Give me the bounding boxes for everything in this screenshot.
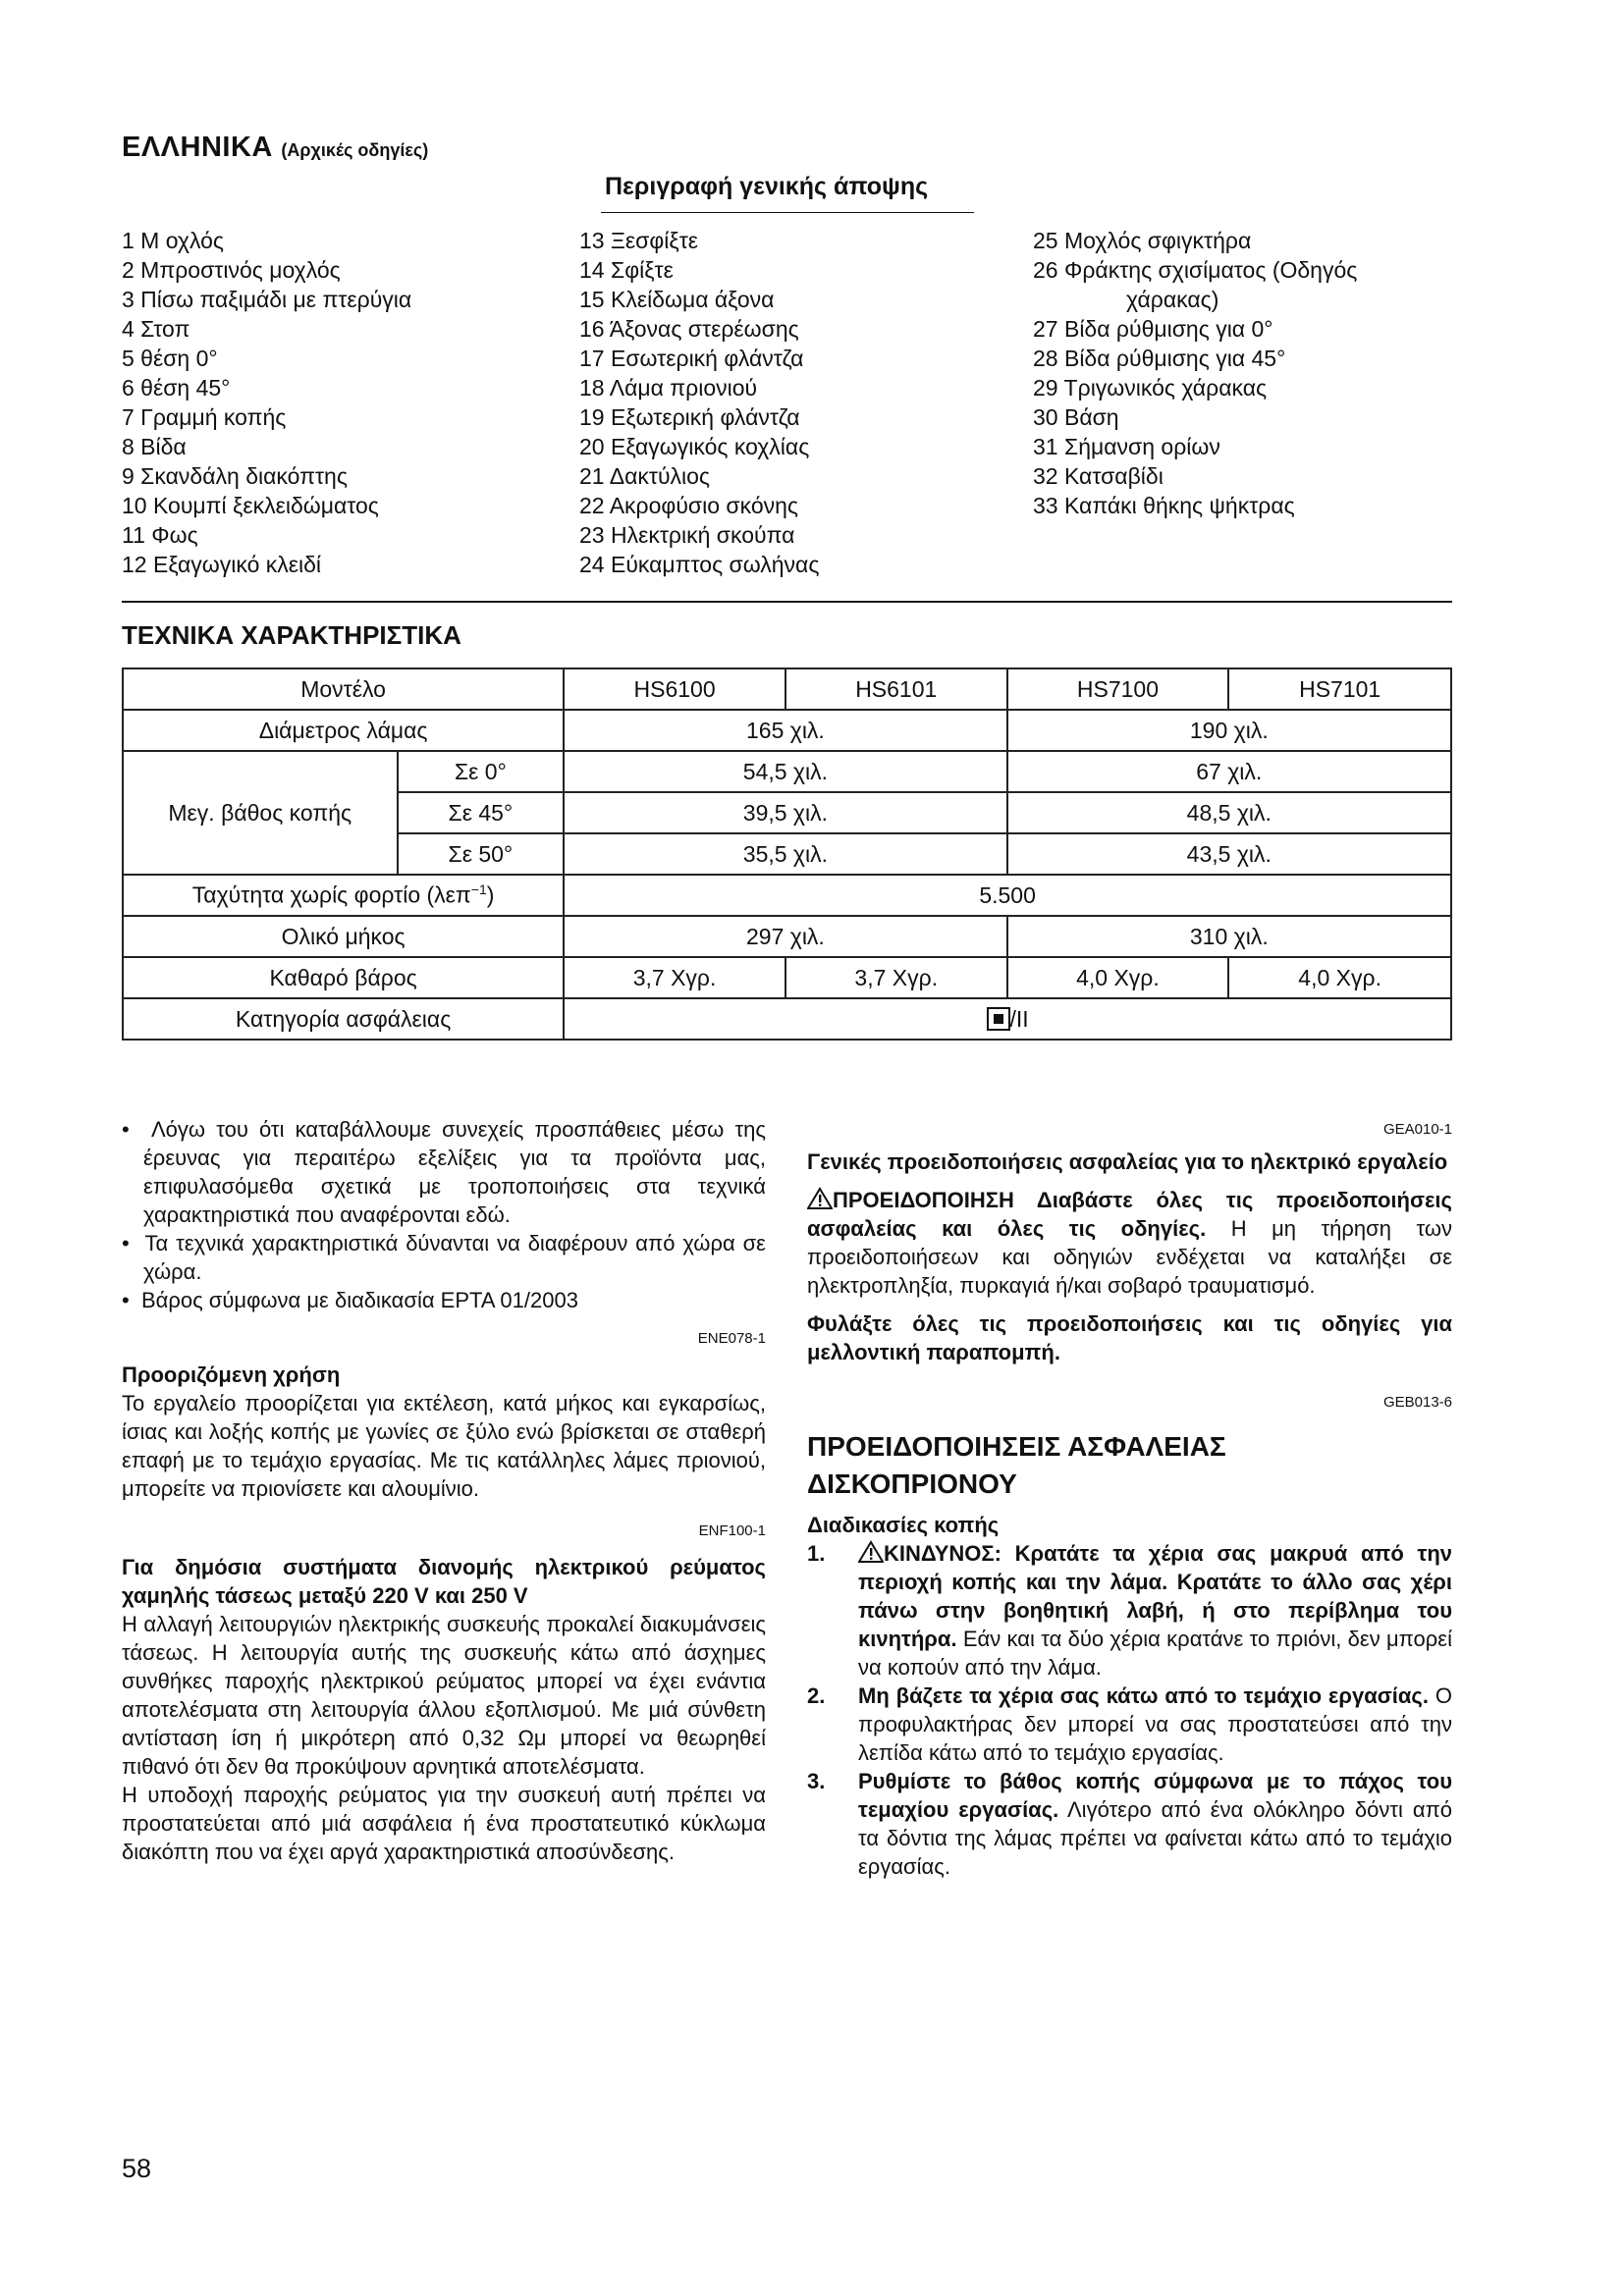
depth-cell: 48,5 χιλ. [1007, 792, 1451, 833]
page-number: 58 [122, 2154, 152, 2183]
part-item: 10 Κουμπί ξεκλειδώματος [122, 493, 379, 518]
part-item: 24 Εύκαμπτος σωλήνας [579, 552, 820, 577]
model-cell: HS6101 [785, 668, 1007, 710]
model-cell: HS6100 [564, 668, 785, 710]
part-item: 5 θέση 0° [122, 346, 218, 371]
safety-class-cell [564, 998, 1451, 1040]
part-item: 14 Σφίξτε [579, 257, 674, 283]
part-item: 6 θέση 45° [122, 375, 231, 400]
part-item: 2 Μπροστινός μοχλός [122, 257, 341, 283]
warning-triangle-icon [858, 1540, 884, 1564]
public-supply-title: Για δημόσια συστήματα διανομής ηλεκτρικού ρεύματος χαμηλής τάσεως μεταξύ 220 V και 250 V [122, 1555, 766, 1608]
part-item: 15 Κλείδωμα άξονα [579, 287, 775, 312]
part-item: χάρακας) [1126, 287, 1219, 312]
part-item: 29 Τριγωνικός χάρακας [1033, 375, 1268, 400]
depth-label: Μεγ. βάθος κοπής [123, 751, 398, 875]
part-item: 31 Σήμανση ορίων [1033, 434, 1220, 459]
length-label: Ολικό μήκος [123, 916, 564, 957]
left-column [122, 1115, 766, 1866]
parts-column-1 [122, 226, 411, 579]
part-item: 11 Φως [122, 522, 198, 548]
intended-use-text: Το εργαλείο προορίζεται για εκτέλεση, κατά μήκος και εγκαρσίως, ίσιας και λοξής κοπής με γωνίες σε ξύλο ενώ βρίσκεται σε σταθερή επαφή με το τεμάχιο εργασίας. Με τις κατάλληλες λάμες πριονιού, μπορείτε να πριονίσετε και αλουμίνιο. [122, 1391, 766, 1501]
part-item: 18 Λάμα πριονιού [579, 375, 758, 400]
cutting-procedures-title: Διαδικασίες κοπής [807, 1513, 1000, 1537]
depth-cell: 39,5 χιλ. [564, 792, 1006, 833]
overview-underline [601, 212, 974, 213]
doc-code: GEA010-1 [1382, 1121, 1452, 1138]
model-label: Μοντέλο [123, 668, 564, 710]
general-warning-text: ΠΡΟΕΙΔΟΠΟΙΗΣΗ Διαβάστε όλες τις προειδοποιήσεις ασφαλείας και όλες τις οδηγίες. Η μη τήρηση των προειδοποιήσεων και οδηγιών ενδέχεται να καταλήξει σε ηλεκτροπληξία, πυρκαγιά ή/και σοβαρό τραυματισμό. [807, 1188, 1452, 1298]
double-insulation-icon [987, 1007, 1010, 1031]
part-item: 16 Άξονας στερέωσης [579, 316, 799, 342]
doc-code: ENF100-1 [698, 1522, 766, 1539]
part-item: 7 Γραμμή κοπής [122, 404, 287, 430]
table-row [123, 998, 1451, 1040]
part-item: 9 Σκανδάλη διακόπτης [122, 463, 348, 489]
warning-triangle-icon [807, 1187, 833, 1210]
part-item: 32 Κατσαβίδι [1033, 463, 1164, 489]
depth-cell: 67 χιλ. [1007, 751, 1451, 792]
model-cell: HS7100 [1007, 668, 1229, 710]
blade-label: Διάμετρος λάμας [123, 710, 564, 751]
weight-cell: 3,7 Χγρ. [785, 957, 1007, 998]
right-column [807, 1115, 1452, 1881]
blade-cell: 165 χιλ. [564, 710, 1006, 751]
speed-cell: 5.500 [564, 875, 1451, 916]
weight-cell: 4,0 Χγρ. [1228, 957, 1451, 998]
speed-label: Ταχύτητα χωρίς φορτίο (λεπ$^{-1}$) [123, 875, 564, 916]
table-row [123, 751, 1451, 792]
part-item: 26 Φράκτης σχισίματος (Οδηγός [1033, 257, 1358, 283]
part-item: 22 Ακροφύσιο σκόνης [579, 493, 798, 518]
part-item: 8 Βίδα [122, 434, 187, 459]
length-cell: 297 χιλ. [564, 916, 1006, 957]
angle-cell: Σε 0° [398, 751, 565, 792]
table-row [123, 957, 1451, 998]
depth-cell: 54,5 χιλ. [564, 751, 1006, 792]
public-supply-text: Η αλλαγή λειτουργιών ηλεκτρικής συσκευής προκαλεί διακυμάνσεις τάσεως. Η λειτουργία αυτής της συσκευής κάτω από άσχημες συνθήκες παροχής ηλεκτρικού ρεύματος μπορεί να έχει ενάντια αποτελέσματα στη λειτουργία άλλου εξοπλισμού. Με μιά σύνθετη αντίσταση ίση ή μικρότερη από 0,32 Ωμ μπορεί να θεωρηθεί πιθανό ότι δεν θα προκύψουν αρνητικά αποτελέσματα. [122, 1612, 766, 1779]
bullet-item: • Λόγω του ότι καταβάλλουμε συνεχείς προσπάθειες μέσω της έρευνας για περαιτέρω εξελίξεις για τα προϊόντα μας, επιφυλασόμεθα σχετικά με τροποποιήσεις στα τεχνικά χαρακτηριστικά που αναφέρονται εδώ. [122, 1117, 766, 1227]
doc-code: ENE078-1 [697, 1330, 766, 1347]
angle-cell: Σε 45° [398, 792, 565, 833]
procedure-item: 2. Μη βάζετε τα χέρια σας κάτω από το τεμάχιο εργασίας. Ο προφυλακτήρας δεν μπορεί να σας προστατεύσει από την λεπίδα κάτω από το τεμάχιο εργασίας. [807, 1683, 1452, 1765]
part-item: 17 Εσωτερική φλάντζα [579, 346, 804, 371]
depth-cell: 35,5 χιλ. [564, 833, 1006, 875]
length-cell: 310 χιλ. [1007, 916, 1451, 957]
part-item: 1 Μ οχλός [122, 228, 225, 253]
safety-class-label: Κατηγορία ασφάλειας [123, 998, 564, 1040]
specs-title: ΤΕΧΝΙΚΑ ΧΑΡΑΚΤΗΡΙΣΤΙΚΑ [122, 620, 461, 650]
section-divider [122, 601, 1452, 603]
part-item: 3 Πίσω παξιμάδι με πτερύγια [122, 287, 412, 312]
parts-column-2 [579, 226, 819, 579]
weight-label: Καθαρό βάρος [123, 957, 564, 998]
part-item: 28 Βίδα ρύθμισης για 45° [1033, 346, 1286, 371]
bullet-item: • Τα τεχνικά χαρακτηριστικά δύνανται να διαφέρουν από χώρα σε χώρα. [122, 1231, 766, 1284]
procedure-item: 3. Ρυθμίστε το βάθος κοπής σύμφωνα με το πάχος του τεμαχίου εργασίας. Λιγότερο από ένα ολόκληρο δόντι από τα δόντια της λάμας πρέπει να φαίνεται κάτω από το τεμάχιο εργασίας. [807, 1769, 1452, 1879]
part-item: 19 Εξωτερική φλάντζα [579, 404, 800, 430]
specs-table [122, 667, 1452, 1041]
part-item: 23 Ηλεκτρική σκούπα [579, 522, 795, 548]
public-supply-text: Η υποδοχή παροχής ρεύματος για την συσκευή αυτή πρέπει να προστατεύεται από μιά ασφάλεια ή ένα προστατευτικό κύκλωμα διακόπτη που να έχει αργά χαρακτηριστικά αποσύνδεσης. [122, 1783, 766, 1864]
part-item: 30 Βάση [1033, 404, 1119, 430]
saw-safety-title: ΠΡΟΕΙΔΟΠΟΙΗΣΕΙΣ ΑΣΦΑΛΕΙΑΣ ΔΙΣΚΟΠΡΙΟΝΟΥ [807, 1431, 1226, 1499]
table-row [123, 875, 1451, 916]
safety-class-value: /II [1009, 1005, 1029, 1032]
language-title: ΕΛΛΗΝΙΚΑ [122, 132, 273, 163]
procedure-item: 1. ΚΙΝΔΥΝΟΣ: Κρατάτε τα χέρια σας μακρυά από την περιοχή κοπής και την λάμα. Κρατάτε το άλλο σας χέρι πάνω στην βοηθητική λαβή, ή στο περίβλημα του κινητήρα. Εάν και τα δύο χέρια κρατάνε το πριόνι, δεν μπορεί να κοπούν από την λάμα. [807, 1541, 1452, 1680]
page-heading [122, 132, 428, 164]
depth-cell: 43,5 χιλ. [1007, 833, 1451, 875]
overview-title: Περιγραφή γενικής άποψης [605, 173, 929, 200]
model-cell: HS7101 [1228, 668, 1451, 710]
part-item: 12 Εξαγωγικό κλειδί [122, 552, 322, 577]
weight-cell: 3,7 Χγρ. [564, 957, 785, 998]
language-subtitle: (Αρχικές οδηγίες) [281, 140, 429, 160]
keep-instructions-text: Φυλάξτε όλες τις προειδοποιήσεις και τις οδηγίες για μελλοντική παραπομπή. [807, 1311, 1452, 1364]
part-item: 4 Στοπ [122, 316, 190, 342]
part-item: 13 Ξεσφίξτε [579, 228, 699, 253]
angle-cell: Σε 50° [398, 833, 565, 875]
intended-use-title: Προοριζόμενη χρήση [122, 1362, 341, 1387]
table-row [123, 668, 1451, 710]
blade-cell: 190 χιλ. [1007, 710, 1451, 751]
table-row [123, 916, 1451, 957]
table-row [123, 710, 1451, 751]
part-item: 33 Καπάκι θήκης ψήκτρας [1033, 493, 1295, 518]
doc-code: GEB013-6 [1382, 1394, 1452, 1411]
part-item: 25 Μοχλός σφιγκτήρα [1033, 228, 1252, 253]
weight-cell: 4,0 Χγρ. [1007, 957, 1229, 998]
general-warnings-title: Γενικές προειδοποιήσεις ασφαλείας για το ηλεκτρικό εργαλείο [807, 1149, 1448, 1174]
parts-column-3 [1033, 226, 1357, 520]
part-item: 27 Βίδα ρύθμισης για 0° [1033, 316, 1273, 342]
part-item: 21 Δακτύλιος [579, 463, 711, 489]
part-item: 20 Εξαγωγικός κοχλίας [579, 434, 810, 459]
bullet-item: • Βάρος σύμφωνα με διαδικασία EPTA 01/2003 [122, 1288, 578, 1312]
